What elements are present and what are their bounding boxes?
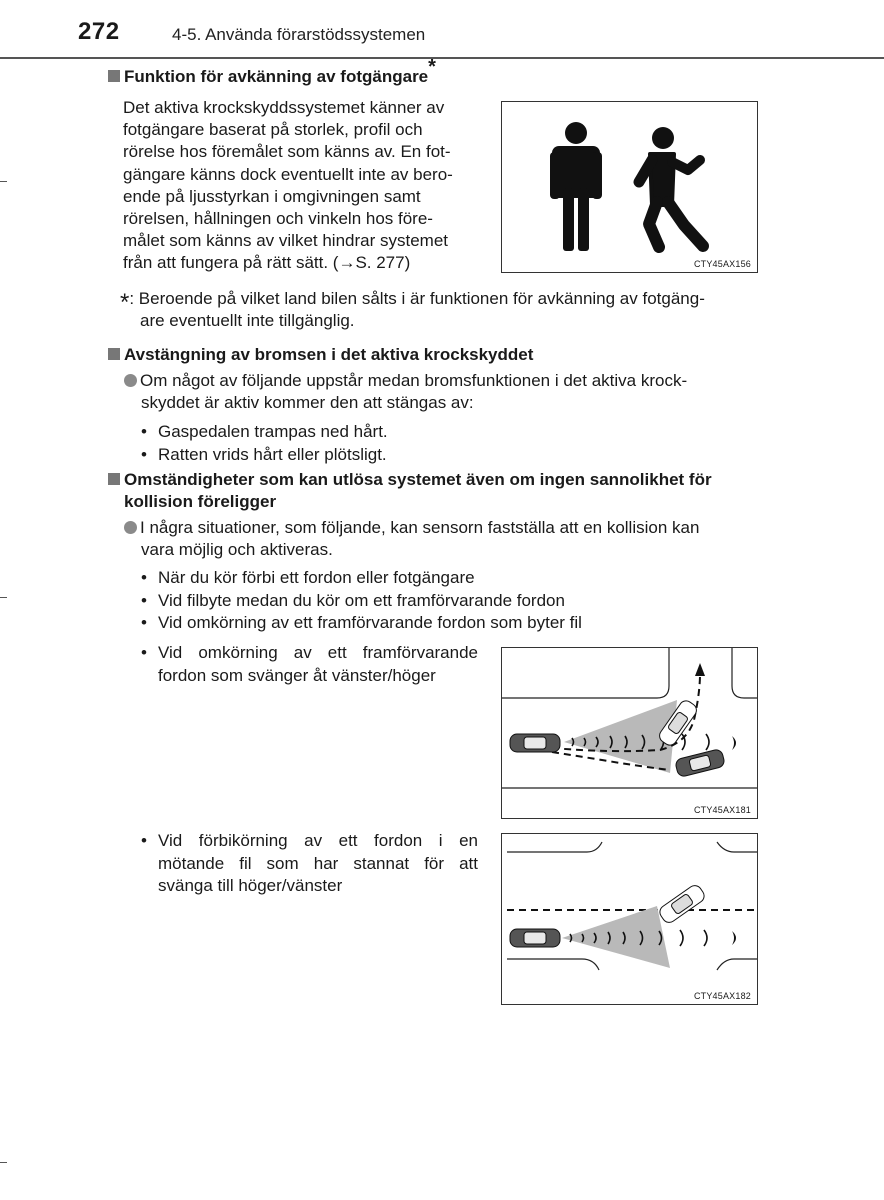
- figure-overtaking-turning-vehicle: [501, 647, 758, 819]
- false-activation-list-turning: [141, 642, 478, 687]
- wave-end-icon: [732, 931, 736, 945]
- list-item: • Gaspedalen trampas ned hårt.: [141, 421, 388, 444]
- pedestrian-detection-paragraph: Det aktiva krockskyddssystemet känner av fotgängare baserat på storlek, profil och rörelse hos föremålet som känns av. En fot- gängare känns dock eventuellt inte av bero- ende på ljusstyrkan i omgivningen samt rörelsen, hållningen och vinkeln hos före- målet som känns av vilket hindrar systemet från att fungera på rätt sätt. (→S. 277): [123, 98, 453, 273]
- pedestrian-pictogram: [502, 102, 757, 272]
- false-activation-point: I några situationer, som följande, kan sensorn fastställa att en kollision kan vara möjlig och aktiveras.: [124, 517, 784, 561]
- list-item: • Vid filbyte medan du kör om ett framförvarande fordon: [141, 590, 582, 613]
- list-item: • När du kör förbi ett fordon eller fotgängare: [141, 567, 582, 590]
- section-heading-brake-deactivation: Avstängning av bromsen i det aktiva krockskyddet: [108, 344, 533, 366]
- chapter-title: 4-5. Använda förarstödssystemen: [172, 25, 426, 44]
- oncoming-turning-car-icon: [657, 883, 707, 925]
- traffic-diagram: [502, 834, 757, 1004]
- section-heading-false-activation: Omständigheter som kan utlösa systemet även om ingen sannolikhet för kollision föreligger: [108, 469, 712, 513]
- header-rule: [0, 57, 884, 59]
- section-heading-pedestrian-detection: Funktion för avkänning av fotgängare*: [108, 66, 436, 88]
- arrow-head-icon: [695, 663, 705, 676]
- page-number: 272: [78, 18, 120, 45]
- round-bullet-icon: [124, 521, 137, 534]
- traffic-diagram: [502, 648, 757, 818]
- brake-deactivation-list: [141, 421, 388, 466]
- figure-code: CTY45AX181: [693, 805, 751, 815]
- figure-oncoming-turning-vehicle: [501, 833, 758, 1005]
- square-bullet-icon: [108, 473, 120, 485]
- own-car-icon: [510, 734, 560, 752]
- margin-tick: [0, 1162, 7, 1163]
- square-bullet-icon: [108, 70, 120, 82]
- false-activation-list: [141, 567, 582, 635]
- figure-code: CTY45AX156: [693, 259, 751, 269]
- square-bullet-icon: [108, 348, 120, 360]
- list-item: • Vid omkörning av ett framförvarande fordon som svänger åt vänster/höger: [141, 642, 478, 687]
- list-item: • Vid omkörning av ett framförvarande fordon som byter fil: [141, 612, 582, 635]
- own-car-icon: [510, 929, 560, 947]
- standing-person-icon: [550, 122, 602, 251]
- list-item: • Ratten vrids hårt eller plötsligt.: [141, 444, 388, 467]
- figure-code: CTY45AX182: [693, 991, 751, 1001]
- other-car-icon: [675, 748, 726, 777]
- list-item: • Vid förbikörning av ett fordon i en mötande fil som har stannat för att svänga till höger/vänster: [141, 830, 478, 898]
- footnote-asterisk: *: [120, 289, 130, 316]
- brake-deactivation-point: Om något av följande uppstår medan bromsfunktionen i det aktiva krock- skyddet är aktiv kommer den att stängas av:: [124, 370, 784, 414]
- round-bullet-icon: [124, 374, 137, 387]
- false-activation-list-oncoming: [141, 830, 478, 898]
- margin-tick: [0, 181, 7, 182]
- margin-tick: [0, 597, 7, 598]
- figure-pedestrians: [501, 101, 758, 273]
- walking-person-icon: [639, 127, 703, 247]
- footnote: *: Beroende på vilket land bilen sålts i är funktionen för avkänning av fotgäng- are eventuellt inte tillgänglig.: [120, 289, 705, 331]
- asterisk-mark: *: [428, 56, 436, 79]
- wave-end-icon: [732, 736, 736, 750]
